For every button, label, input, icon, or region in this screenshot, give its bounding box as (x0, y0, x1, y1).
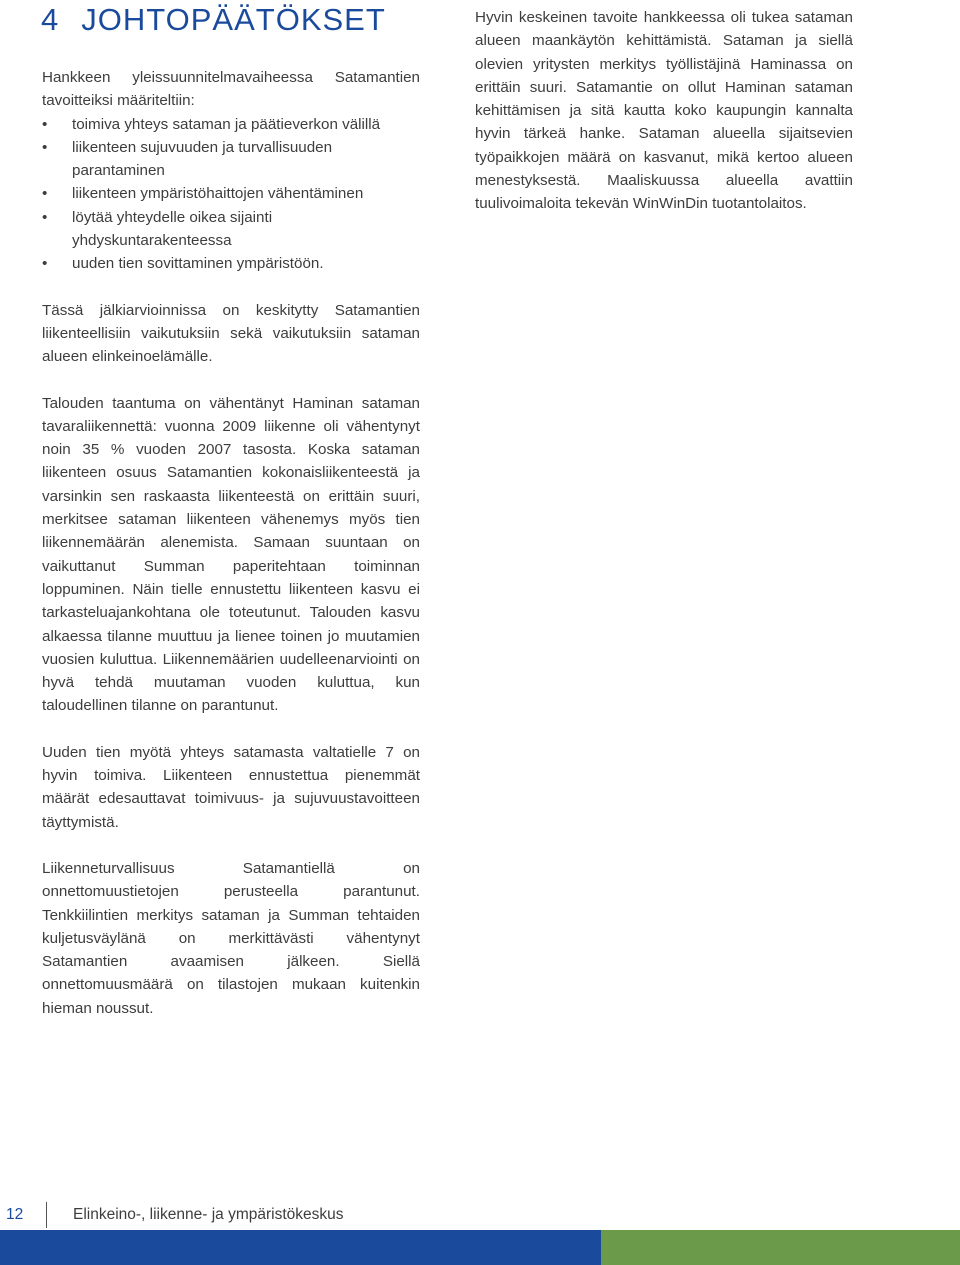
chapter-heading (41, 2, 386, 38)
footer-bar-blue (0, 1230, 601, 1265)
body-paragraph: Tässä jälkiarvioinnissa on keskitytty Satamantien liikenteellisiin vaikutuksiin sekä vaikutuksiin sataman alueen elinkeinoelämälle. (42, 301, 420, 366)
list-item: • liikenteen ympäristöhaittojen vähentäminen (42, 182, 420, 205)
footer-bar-green (601, 1230, 960, 1265)
page-footer (0, 1198, 960, 1265)
list-item: • toimiva yhteys sataman ja päätieverkon välillä (42, 113, 420, 136)
body-paragraph: Hyvin keskeinen tavoite hankkeessa oli tukea sataman alueen maankäytön kehittämistä. Sataman ja siellä olevien yritysten merkitys työllistäjinä Haminassa on erittäin suuri. Satamantie on ollut Haminan sataman kehittämisen ja sitä kautta koko kaupungin kannalta hyvin tärkeä hanke. Sataman alueella sijaitsevien työpaikkojen määrä on kasvanut, mikä kertoo alueen menestyksestä. Maaliskuussa alueella avattiin tuulivoimaloita tekevän WinWinDin tuotantolaitos. (475, 9, 853, 213)
body-paragraph: Liikenneturvallisuus Satamantiellä on onnettomuustietojen perusteella parantunut. Tenkkiilintien merkitys sataman ja Summan tehtaiden kuljetusväylänä on merkittävästi vähentynyt Satamantien avaamisen jälkeen. Siellä onnettomuusmäärä on tilastojen mukaan kuitenkin hieman noussut. (42, 859, 420, 1017)
organization-name: Elinkeino-, liikenne- ja ympäristökeskus (73, 1206, 344, 1223)
list-item: • uuden tien sovittaminen ympäristöön. (42, 252, 420, 275)
left-column (42, 66, 420, 1043)
chapter-title: JOHTOPÄÄTÖKSET (81, 2, 386, 37)
right-column (475, 6, 853, 239)
list-item: • löytää yhteydelle oikea sijainti yhdyskuntarakenteessa (42, 206, 420, 253)
chapter-number: 4 (41, 2, 60, 37)
footer-divider (46, 1202, 47, 1228)
intro-paragraph: Hankkeen yleissuunnitelmavaiheessa Satamantien tavoitteiksi määriteltiin: (42, 69, 420, 110)
goals-list (42, 113, 420, 276)
list-item: • liikenteen sujuvuuden ja turvallisuuden parantaminen (42, 136, 420, 183)
page-number: 12 (6, 1206, 24, 1223)
body-paragraph: Talouden taantuma on vähentänyt Haminan sataman tavaraliikennettä: vuonna 2009 liikenne oli vähentynyt noin 35 % vuoden 2007 tasosta. Koska sataman liikenteen osuus Satamantien kokonaisliikenteestä ja varsinkin sen raskaasta liikenteestä on erittäin suuri, merkitsee sataman liikenteen vähenemys myös tien liikennemäärän alenemista. Samaan suuntaan on vaikuttanut Summan paperitehtaan toiminnan loppuminen. Näin tielle ennustettu liikenteen kasvu ei tarkasteluajankohtana ole toteutunut. Talouden kasvu alkaessa tilanne muuttuu ja lienee toinen jo muutamien vuosien kuluttua. Liikennemäärien uudelleenarviointi on hyvä tehdä muutaman vuoden kuluttua, kun taloudellinen tilanne on parantunut. (42, 394, 420, 715)
body-paragraph: Uuden tien myötä yhteys satamasta valtatielle 7 on hyvin toimiva. Liikenteen ennustettua pienemmät määrät edesauttavat toimivuus- ja sujuvuustavoitteen täyttymistä. (42, 743, 420, 831)
